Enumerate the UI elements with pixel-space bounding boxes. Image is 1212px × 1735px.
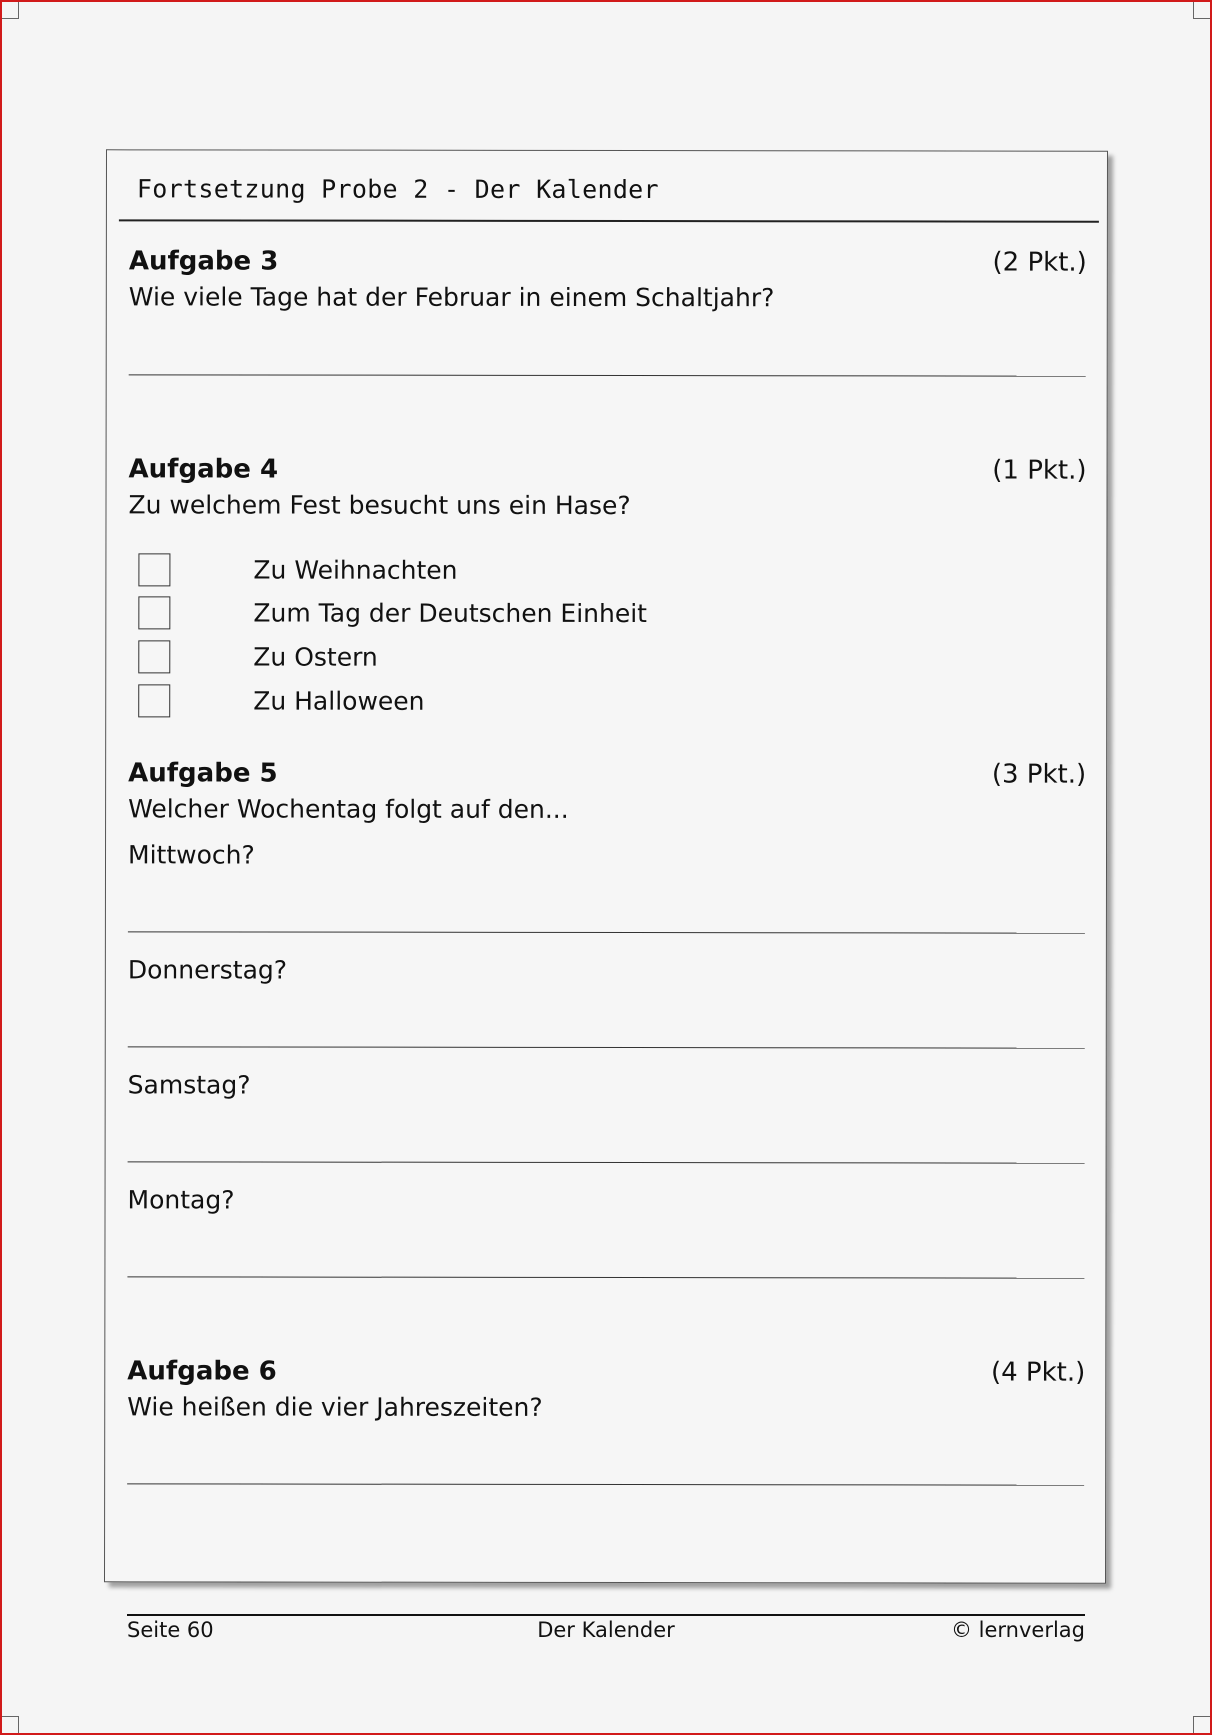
task-5-answer-line[interactable] [128, 1161, 1085, 1163]
task-5-subquestion: Mittwoch? [127, 840, 255, 870]
task-5-answer-line[interactable] [127, 1276, 1084, 1278]
footer-divider [127, 1614, 1085, 1616]
option-checkbox[interactable] [138, 553, 170, 586]
task-5-answer-line[interactable] [128, 1046, 1085, 1048]
crop-mark-bottom-left [2, 1716, 19, 1733]
task-5-subquestion: Samstag? [127, 1070, 251, 1100]
crop-mark-top-left [2, 2, 19, 19]
task-3-answer-line[interactable] [129, 374, 1086, 376]
task-5-points: (3 Pkt.) [991, 759, 1087, 790]
task-6-title: Aufgabe 6 [127, 1356, 277, 1387]
footer-copyright: © lernverlag [950, 1618, 1085, 1642]
option-row [138, 640, 838, 675]
option-row [138, 684, 838, 719]
task-3-question: Wie viele Tage hat der Februar in einem Schaltjahr? [128, 282, 775, 313]
task-4-title: Aufgabe 4 [128, 454, 279, 485]
task-3-title: Aufgabe 3 [128, 246, 279, 277]
task-5-subquestion: Montag? [127, 1185, 235, 1215]
task-5-title: Aufgabe 5 [128, 758, 278, 789]
option-checkbox[interactable] [138, 596, 170, 629]
task-6-answer-line[interactable] [127, 1483, 1084, 1485]
option-label: Zu Weihnachten [253, 555, 458, 585]
footer-title: Der Kalender [537, 1618, 675, 1642]
task-5-question: Welcher Wochentag folgt auf den... [128, 794, 569, 824]
task-6-points: (4 Pkt.) [990, 1357, 1086, 1388]
option-checkbox[interactable] [138, 684, 170, 717]
task-4-question: Zu welchem Fest besucht uns ein Hase? [128, 490, 631, 521]
task-5-subquestion: Donnerstag? [127, 955, 288, 985]
task-3-points: (2 Pkt.) [992, 247, 1087, 278]
worksheet-header: Fortsetzung Probe 2 - Der Kalender [136, 174, 659, 205]
option-label: Zu Halloween [253, 686, 425, 716]
worksheet-card [104, 149, 1108, 1583]
header-divider [119, 219, 1099, 222]
task-4-points: (1 Pkt.) [992, 455, 1087, 486]
footer-page-number: Seite 60 [127, 1618, 214, 1642]
option-row [138, 596, 838, 631]
option-label: Zu Ostern [253, 642, 378, 672]
crop-mark-top-right [1193, 2, 1210, 19]
task-6-question: Wie heißen die vier Jahreszeiten? [127, 1392, 543, 1422]
task-5-answer-line[interactable] [128, 931, 1085, 933]
option-checkbox[interactable] [138, 640, 170, 673]
option-label: Zum Tag der Deutschen Einheit [253, 598, 648, 629]
option-row [138, 553, 838, 588]
crop-mark-bottom-right [1193, 1716, 1210, 1733]
